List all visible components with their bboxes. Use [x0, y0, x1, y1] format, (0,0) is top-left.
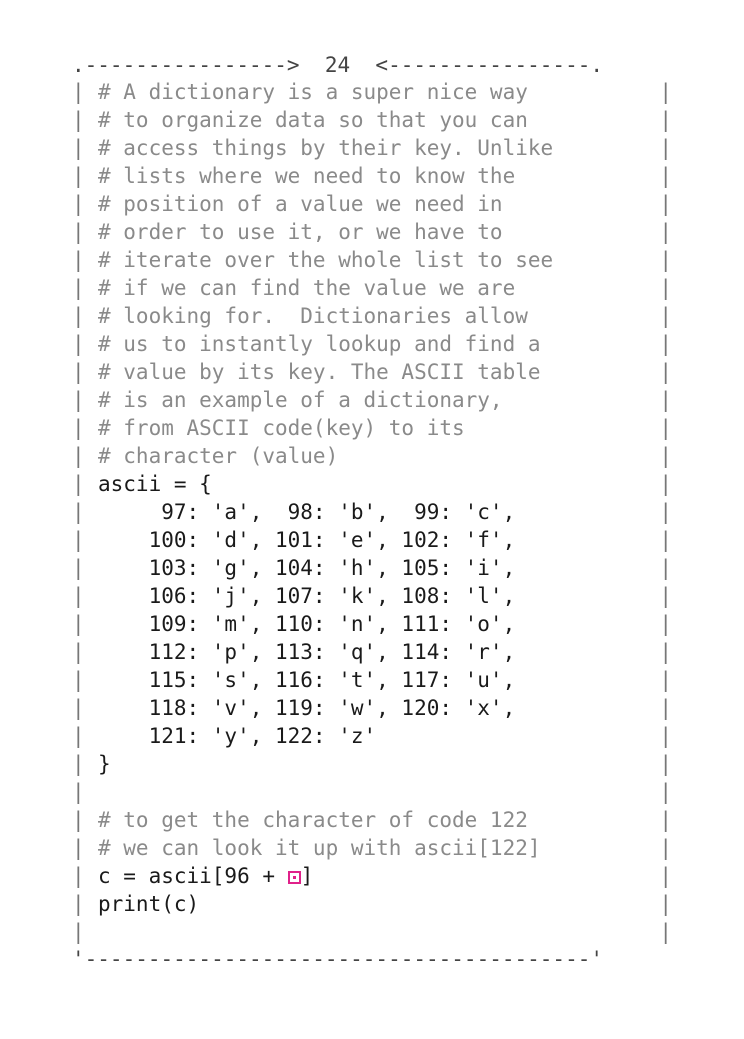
- frame-bar-left: |: [72, 500, 85, 524]
- frame-bar-left: |: [72, 360, 85, 384]
- frame-bar-left: |: [72, 164, 85, 188]
- frame-bar-right: |: [659, 920, 672, 944]
- frame-bar-left: |: [72, 668, 85, 692]
- frame-bar-left: |: [72, 388, 85, 412]
- frame-bar-left: |: [72, 108, 85, 132]
- frame-bar-right: |: [659, 192, 672, 216]
- code-line[interactable]: [72, 918, 672, 946]
- code-line[interactable]: [72, 834, 672, 862]
- code-comment-text: # value by its key. The ASCII table: [98, 360, 541, 384]
- code-line[interactable]: [72, 442, 672, 470]
- frame-bar-right: |: [659, 780, 672, 804]
- code-source-text: c = ascii[96 +: [98, 864, 288, 888]
- code-comment-text: # lists where we need to know the: [98, 164, 516, 188]
- frame-bar-left: |: [72, 528, 85, 552]
- frame-bar-left: |: [72, 920, 85, 944]
- code-line[interactable]: [72, 386, 672, 414]
- frame-bar-right: |: [659, 472, 672, 496]
- code-editor-frame: [72, 52, 672, 972]
- frame-bar-right: |: [659, 864, 672, 888]
- code-source-text: }: [98, 752, 111, 776]
- frame-bar-left: |: [72, 80, 85, 104]
- frame-bar-right: |: [659, 808, 672, 832]
- frame-bar-left: |: [72, 304, 85, 328]
- code-comment-text: # access things by their key. Unlike: [98, 136, 554, 160]
- frame-bar-left: |: [72, 612, 85, 636]
- frame-bar-right: |: [659, 332, 672, 356]
- code-source-text: 115: 's', 116: 't', 117: 'u',: [98, 668, 516, 692]
- frame-bar-left: |: [72, 640, 85, 664]
- code-line[interactable]: [72, 582, 672, 610]
- code-source-text: 97: 'a', 98: 'b', 99: 'c',: [98, 500, 516, 524]
- code-comment-text: # we can look it up with ascii[122]: [98, 836, 541, 860]
- code-line[interactable]: [72, 554, 672, 582]
- code-line[interactable]: [72, 330, 672, 358]
- frame-bar-right: |: [659, 612, 672, 636]
- frame-bar-right: |: [659, 416, 672, 440]
- code-line[interactable]: [72, 778, 672, 806]
- code-line[interactable]: [72, 498, 672, 526]
- code-line[interactable]: [72, 274, 672, 302]
- frame-bar-left: |: [72, 248, 85, 272]
- frame-bar-left: |: [72, 332, 85, 356]
- code-comment-text: # order to use it, or we have to: [98, 220, 503, 244]
- code-comment-text: # looking for. Dictionaries allow: [98, 304, 528, 328]
- frame-bar-left: |: [72, 892, 85, 916]
- frame-bar-right: |: [659, 388, 672, 412]
- frame-bar-left: |: [72, 864, 85, 888]
- code-comment-text: # iterate over the whole list to see: [98, 248, 554, 272]
- editor-top-border: .----------------> 24 <----------------.: [72, 53, 604, 77]
- frame-bar-right: |: [659, 640, 672, 664]
- frame-bar-left: |: [72, 220, 85, 244]
- code-source-text: 100: 'd', 101: 'e', 102: 'f',: [98, 528, 516, 552]
- frame-bar-right: |: [659, 108, 672, 132]
- code-comment-text: # is an example of a dictionary,: [98, 388, 503, 412]
- frame-bar-left: |: [72, 276, 85, 300]
- code-source-text: 118: 'v', 119: 'w', 120: 'x',: [98, 696, 516, 720]
- frame-bar-right: |: [659, 528, 672, 552]
- frame-bar-right: |: [659, 836, 672, 860]
- code-source-text: print(c): [98, 892, 200, 916]
- code-line[interactable]: [72, 526, 672, 554]
- code-comment-text: # A dictionary is a super nice way: [98, 80, 528, 104]
- code-comment-text: # to organize data so that you can: [98, 108, 528, 132]
- code-source-text: 103: 'g', 104: 'h', 105: 'i',: [98, 556, 516, 580]
- frame-bar-left: |: [72, 808, 85, 832]
- frame-bar-right: |: [659, 360, 672, 384]
- text-cursor-icon: [288, 871, 301, 884]
- code-line[interactable]: [72, 134, 672, 162]
- code-comment-text: # us to instantly lookup and find a: [98, 332, 541, 356]
- frame-bar-right: |: [659, 500, 672, 524]
- frame-bar-left: |: [72, 836, 85, 860]
- frame-bar-left: |: [72, 416, 85, 440]
- frame-bar-right: |: [659, 248, 672, 272]
- code-comment-text: # to get the character of code 122: [98, 808, 528, 832]
- frame-bar-right: |: [659, 584, 672, 608]
- frame-bar-right: |: [659, 724, 672, 748]
- code-line[interactable]: [72, 218, 672, 246]
- code-line[interactable]: [72, 246, 672, 274]
- code-source-text: 109: 'm', 110: 'n', 111: 'o',: [98, 612, 516, 636]
- frame-bar-left: |: [72, 752, 85, 776]
- code-line[interactable]: [72, 302, 672, 330]
- frame-bar-left: |: [72, 584, 85, 608]
- frame-bar-right: |: [659, 276, 672, 300]
- frame-bar-right: |: [659, 668, 672, 692]
- code-comment-text: # character (value): [98, 444, 339, 468]
- editor-code-body[interactable]: [72, 78, 672, 946]
- code-line[interactable]: [72, 890, 672, 918]
- frame-bar-right: |: [659, 304, 672, 328]
- code-line[interactable]: [72, 190, 672, 218]
- code-line[interactable]: [72, 470, 672, 498]
- code-line[interactable]: [72, 722, 672, 750]
- frame-bar-right: |: [659, 444, 672, 468]
- editor-bottom-border: '----------------------------------------': [72, 947, 604, 971]
- code-comment-text: # from ASCII code(key) to its: [98, 416, 465, 440]
- frame-bar-right: |: [659, 752, 672, 776]
- frame-bar-left: |: [72, 136, 85, 160]
- frame-bar-right: |: [659, 80, 672, 104]
- code-comment-text: # position of a value we need in: [98, 192, 503, 216]
- frame-bar-right: |: [659, 136, 672, 160]
- code-line[interactable]: [72, 694, 672, 722]
- code-source-text-after-cursor: ]: [300, 864, 314, 888]
- code-line[interactable]: [72, 162, 672, 190]
- code-line[interactable]: [72, 414, 672, 442]
- frame-bar-left: |: [72, 472, 85, 496]
- code-line[interactable]: [72, 638, 672, 666]
- frame-bar-right: |: [659, 220, 672, 244]
- frame-bar-left: |: [72, 696, 85, 720]
- code-source-text: 106: 'j', 107: 'k', 108: 'l',: [98, 584, 516, 608]
- frame-bar-left: |: [72, 724, 85, 748]
- code-comment-text: # if we can find the value we are: [98, 276, 516, 300]
- code-source-text: 121: 'y', 122: 'z': [98, 724, 377, 748]
- code-line[interactable]: [72, 750, 672, 778]
- code-line[interactable]: [72, 106, 672, 134]
- frame-bar-left: |: [72, 780, 85, 804]
- frame-bar-right: |: [659, 556, 672, 580]
- code-source-text: 112: 'p', 113: 'q', 114: 'r',: [98, 640, 516, 664]
- code-source-text: ascii = {: [98, 472, 212, 496]
- frame-bar-left: |: [72, 444, 85, 468]
- frame-bar-left: |: [72, 192, 85, 216]
- code-line[interactable]: [72, 862, 672, 890]
- frame-bar-right: |: [659, 892, 672, 916]
- frame-bar-left: |: [72, 556, 85, 580]
- code-line[interactable]: [72, 610, 672, 638]
- code-line[interactable]: [72, 358, 672, 386]
- code-line[interactable]: [72, 78, 672, 106]
- frame-bar-right: |: [659, 696, 672, 720]
- code-line[interactable]: [72, 666, 672, 694]
- code-line[interactable]: [72, 806, 672, 834]
- frame-bar-right: |: [659, 164, 672, 188]
